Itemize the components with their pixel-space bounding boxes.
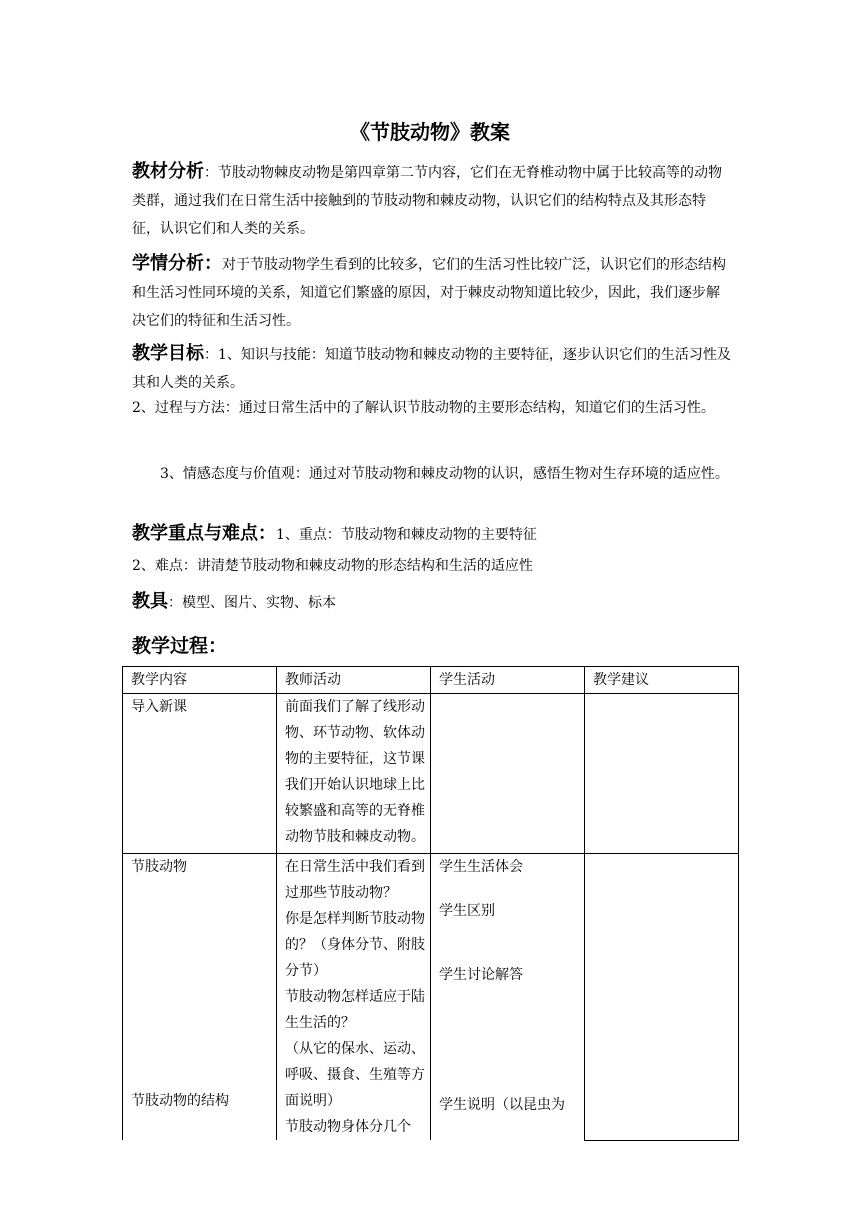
table-cell-teacher — [277, 854, 431, 1141]
table-header-cell: 学生活动 — [431, 667, 585, 694]
table-cell-advice — [585, 694, 739, 854]
table-cell-content — [123, 854, 277, 1141]
student-activity-1: 学生生活体会 — [439, 859, 523, 875]
keypoints-item-2: 2、难点：讲清楚节肢动物和棘皮动物的形态结构和生活的适应性 — [132, 558, 533, 574]
document-title: 《节肢动物》教案 — [350, 120, 510, 144]
goals-item-3: 3、情感态度与价值观：通过对节肢动物和棘皮动物的认识，感悟生物对生存环境的适应性。 — [160, 466, 729, 482]
process-section — [132, 632, 732, 662]
table-cell-student — [431, 694, 585, 854]
goals-section — [132, 340, 732, 397]
row-label-arthropods: 节肢动物 — [131, 859, 187, 875]
analysis-section — [132, 158, 732, 243]
student-activity-structure: 学生说明（以昆虫为 — [439, 1097, 565, 1113]
tools-colon: ： — [168, 595, 182, 611]
teacher-question-3: 节肢动物怎样适应于陆生生活的？ — [285, 989, 425, 1031]
table-row — [123, 854, 739, 1141]
goals-heading: 教学目标 — [132, 343, 204, 364]
goals-item-2: 2、过程与方法：通过日常生活中的了解认识节肢动物的主要形态结构，知道它们的生活习性。 — [132, 400, 715, 416]
analysis-colon: ： — [204, 165, 218, 181]
student-activity-3: 学生讨论解答 — [439, 967, 523, 983]
keypoints-heading: 教学重点与难点： — [132, 523, 276, 544]
goals-item-1: 1、知识与技能：知道节肢动物和棘皮动物的主要特征，逐步认识它们的生活习性及其和人类的关系。 — [132, 347, 731, 391]
table-header-cell: 教学建议 — [585, 667, 739, 694]
tools-heading: 教具 — [132, 591, 168, 612]
teacher-question-structure: 节肢动物身体分几个 — [285, 1119, 411, 1135]
analysis-text: 节肢动物棘皮动物是第四章第二节内容，它们在无脊椎动物中属于比较高等的动物类群，通过我们在日常生活中接触到的节肢动物和棘皮动物，认识它们的结构特点及其形态特征，认识它们和人类的关系。 — [132, 165, 722, 237]
teacher-question-2: 你是怎样判断节肢动物的？（身体分节、附肢分节） — [285, 911, 425, 979]
tools-text: 模型、图片、实物、标本 — [182, 595, 336, 611]
teacher-note: （从它的保水、运动、呼吸、摄食、生殖等方面说明） — [285, 1041, 425, 1109]
table-cell-advice — [585, 854, 739, 1141]
table-header-cell: 教学内容 — [123, 667, 277, 694]
goals-colon: ： — [204, 347, 218, 363]
process-heading: 教学过程： — [132, 635, 228, 657]
students-section — [132, 250, 732, 335]
table-header-row — [123, 667, 739, 694]
table-cell-content: 导入新课 — [123, 694, 277, 854]
student-activity-2: 学生区别 — [439, 903, 495, 919]
table-cell-teacher: 前面我们了解了线形动物、环节动物、软体动物的主要特征，这节课我们开始认识地球上比较繁盛和高等的无脊椎动物节肢和棘皮动物。 — [277, 694, 431, 854]
lesson-plan-table — [122, 666, 739, 1141]
table-cell-student — [431, 854, 585, 1141]
students-heading: 学情分析： — [132, 253, 222, 274]
table-header-cell: 教师活动 — [277, 667, 431, 694]
keypoints-item-1: 1、重点：节肢动物和棘皮动物的主要特征 — [276, 527, 537, 543]
row-label-structure: 节肢动物的结构 — [131, 1093, 229, 1109]
tools-section — [132, 588, 732, 617]
table-row — [123, 694, 739, 854]
keypoints-section — [132, 520, 732, 549]
teacher-question-1: 在日常生活中我们看到过那些节肢动物？ — [285, 859, 425, 901]
students-text: 对于节肢动物学生看到的比较多，它们的生活习性比较广泛，认识它们的形态结构和生活习性同环境的关系，知道它们繁盛的原因，对于棘皮动物知道比较少，因此，我们逐步解决它们的特征和生活习性。 — [132, 257, 726, 329]
analysis-heading: 教材分析 — [132, 161, 204, 182]
